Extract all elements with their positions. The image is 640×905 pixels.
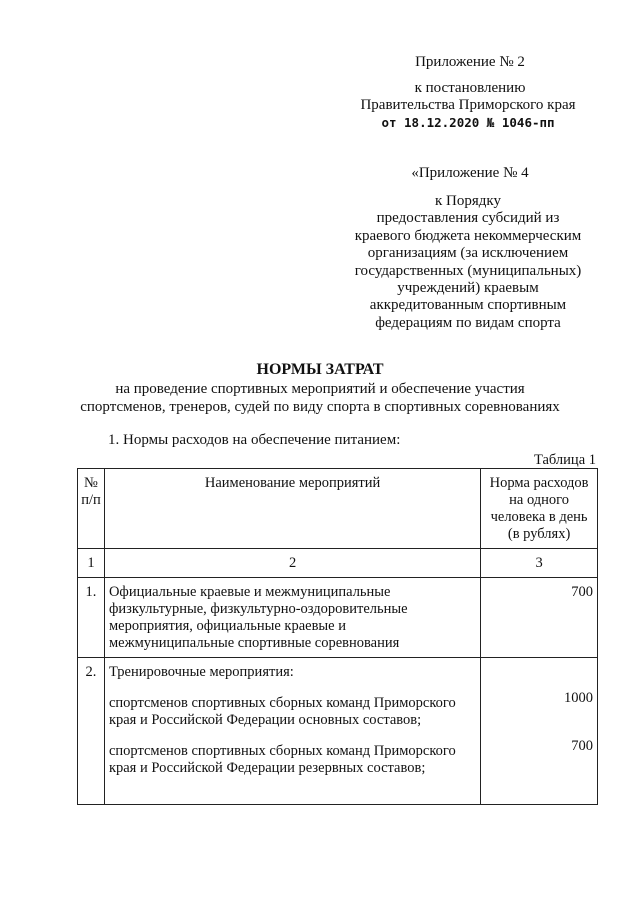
procedure-line: к Порядку	[435, 193, 501, 209]
header-name: Наименование мероприятий	[104, 469, 480, 549]
table-row	[78, 578, 598, 658]
appendix-4-label: «Приложение № 4	[411, 165, 529, 181]
row-item-line: края и Российской Федерации основных составов;	[108, 712, 422, 728]
table-row	[78, 658, 598, 805]
procedure-line: аккредитованным спортивным	[369, 297, 567, 314]
row-name-line: физкультурные, физкультурно-оздоровительные	[108, 601, 408, 617]
row-item-line: края и Российской Федерации резервных составов;	[108, 760, 426, 776]
row-values	[481, 658, 598, 805]
appendix-2-label: Приложение № 2	[415, 54, 525, 70]
table-header-row	[78, 469, 598, 549]
row-num: 1.	[78, 578, 105, 658]
row-item-line: спортсменов спортивных сборных команд Приморского	[108, 695, 456, 711]
procedure-line: организациям (за исключением	[367, 245, 569, 262]
row-name-line: межмуниципальные спортивные соревнования	[108, 635, 400, 651]
header-norm-line: (в рублях)	[507, 526, 571, 542]
col-number-3: 3	[481, 549, 598, 578]
procedure-line: государственных (муниципальных)	[354, 262, 582, 279]
row-item-line: спортсменов спортивных сборных команд Приморского	[108, 743, 456, 759]
header-norm-line: Норма расходов	[489, 475, 589, 491]
row-heading: Тренировочные мероприятия:	[108, 664, 294, 680]
norms-table	[77, 468, 598, 805]
header-num: № п/п	[78, 469, 105, 549]
procedure-line: учреждений) краевым	[397, 280, 539, 297]
header-norm	[481, 469, 598, 549]
column-number-row	[78, 549, 598, 578]
row-name-line: Официальные краевые и межмуниципальные	[108, 584, 391, 600]
row-item-value: 1000	[564, 690, 593, 706]
col-number-2: 2	[104, 549, 480, 578]
document-title: НОРМЫ ЗАТРАТ	[256, 361, 384, 378]
header-norm-line: на одного	[509, 492, 570, 508]
government-line: Правительства Приморского края	[360, 97, 576, 113]
row-value: 700	[481, 578, 598, 658]
col-number-1: 1	[78, 549, 105, 578]
procedure-line: предоставления субсидий из	[376, 210, 560, 227]
resolution-line: к постановлению	[414, 80, 526, 96]
document-subtitle-2: спортсменов, тренеров, судей по виду спорта в спортивных соревнованиях	[80, 399, 560, 415]
header-norm-line: человека в день	[490, 509, 588, 525]
table-label: Таблица 1	[533, 452, 596, 468]
row-name-line: мероприятия, официальные краевые и	[108, 618, 346, 634]
procedure-line: краевого бюджета некоммерческим	[354, 227, 582, 244]
row-num: 2.	[78, 658, 105, 805]
row-item-value: 700	[571, 738, 593, 754]
date-number-stamp: от 18.12.2020 № 1046-пп	[381, 115, 555, 130]
row-name	[104, 578, 480, 658]
procedure-line: федерациям по видам спорта	[375, 314, 561, 331]
section-heading: 1. Нормы расходов на обеспечение питанием:	[108, 432, 401, 448]
row-name	[104, 658, 480, 805]
procedure-block	[338, 193, 598, 332]
document-subtitle-1: на проведение спортивных мероприятий и обеспечение участия	[115, 381, 525, 397]
